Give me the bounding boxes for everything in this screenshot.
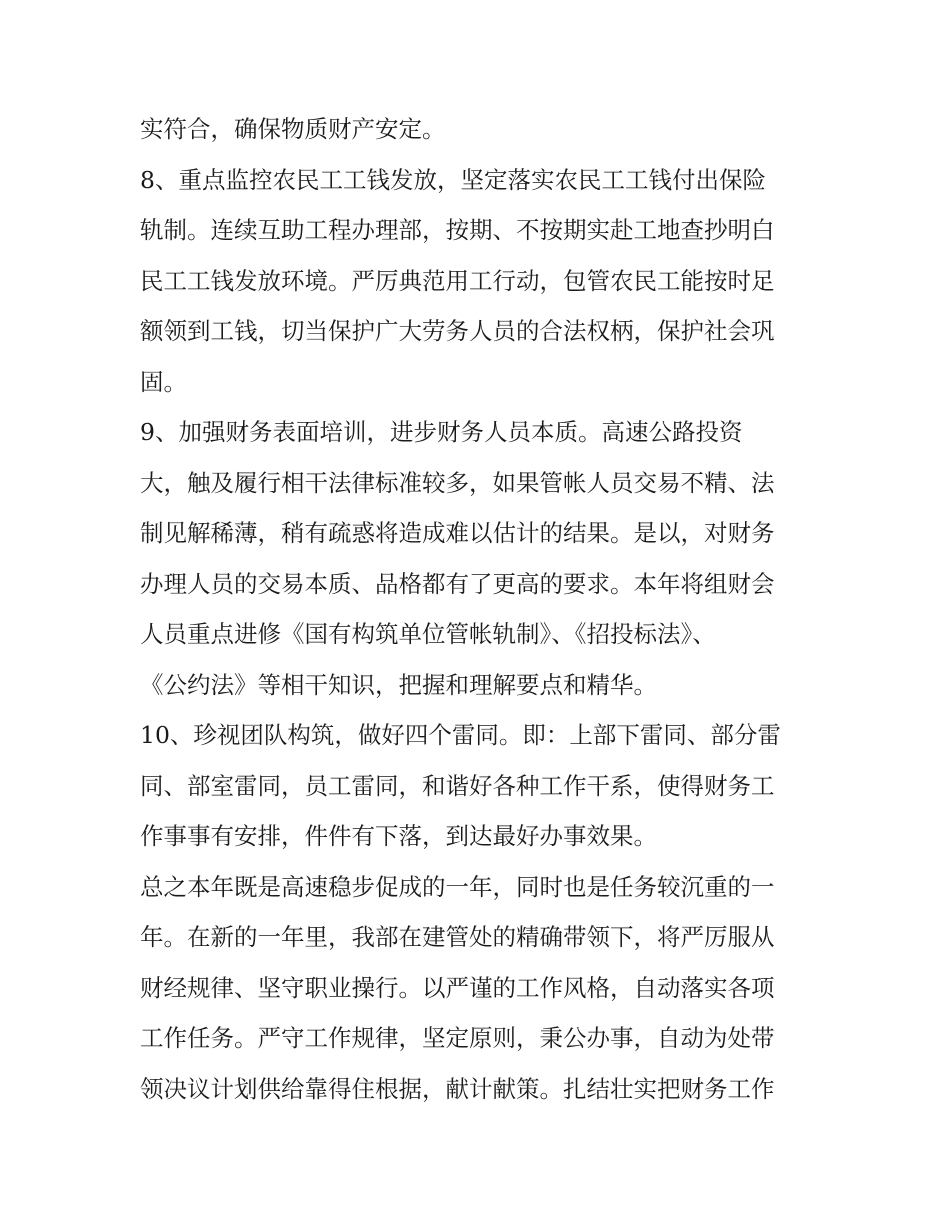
text-line-10: 办理人员的交易本质、品格都有了更高的要求。本年将组财会 xyxy=(140,569,775,598)
text-line-3: 轨制。连续互助工程办理部，按期、不按期实赴工地查抄明白 xyxy=(140,216,775,244)
text-line-8: 大，触及履行相干法律标准较多，如果管帐人员交易不精、法 xyxy=(140,468,775,497)
text-line-18: 财经规律、坚守职业操行。以严谨的工作风格，自动落实各项 xyxy=(140,973,775,1002)
text-line-14: 同、部室雷同，员工雷同，和谐好各种工作干系，使得财务工 xyxy=(140,771,775,800)
text-line-11: 人员重点进修《国有构筑单位管帐轨制》、《招投标法》、 xyxy=(140,620,716,648)
text-line-16: 总之本年既是高速稳步促成的一年，同时也是任务较沉重的一 xyxy=(140,872,775,901)
text-line-1: 实符合，确保物质财产安定。 xyxy=(140,115,446,143)
text-line-6: 固。 xyxy=(140,367,187,396)
text-line-12: 《公约法》等相干知识，把握和理解要点和精华。 xyxy=(140,670,657,699)
text-line-19: 工作任务。严守工作规律，坚定原则，秉公办事，自动为处带 xyxy=(140,1024,775,1052)
text-line-20: 领决议计划供给靠得住根据，献计献策。扎结壮实把财务工作 xyxy=(140,1074,775,1103)
document-body xyxy=(140,104,820,1114)
text-line-9: 制见解稀薄，稍有疏惑将造成难以估计的结果。是以，对财务 xyxy=(140,519,775,547)
text-line-2: 8、重点监控农民工工钱发放，坚定落实农民工工钱付出保险 xyxy=(140,165,766,194)
text-line-17: 年。在新的一年里，我部在建管处的精确带领下，将严厉服从 xyxy=(140,923,775,951)
text-line-13: 10、珍视团队构筑，做好四个雷同。即：上部下雷同、部分雷 xyxy=(140,721,781,749)
text-line-7: 9、加强财务表面培训，进步财务人员本质。高速公路投资 xyxy=(140,418,743,446)
text-line-15: 作事事有安排，件件有下落，到达最好办事效果。 xyxy=(140,822,657,850)
text-line-5: 额领到工钱，切当保护广大劳务人员的合法权柄，保护社会巩 xyxy=(140,317,775,345)
text-line-4: 民工工钱发放环境。严厉典范用工行动，包管农民工能按时足 xyxy=(140,266,775,295)
